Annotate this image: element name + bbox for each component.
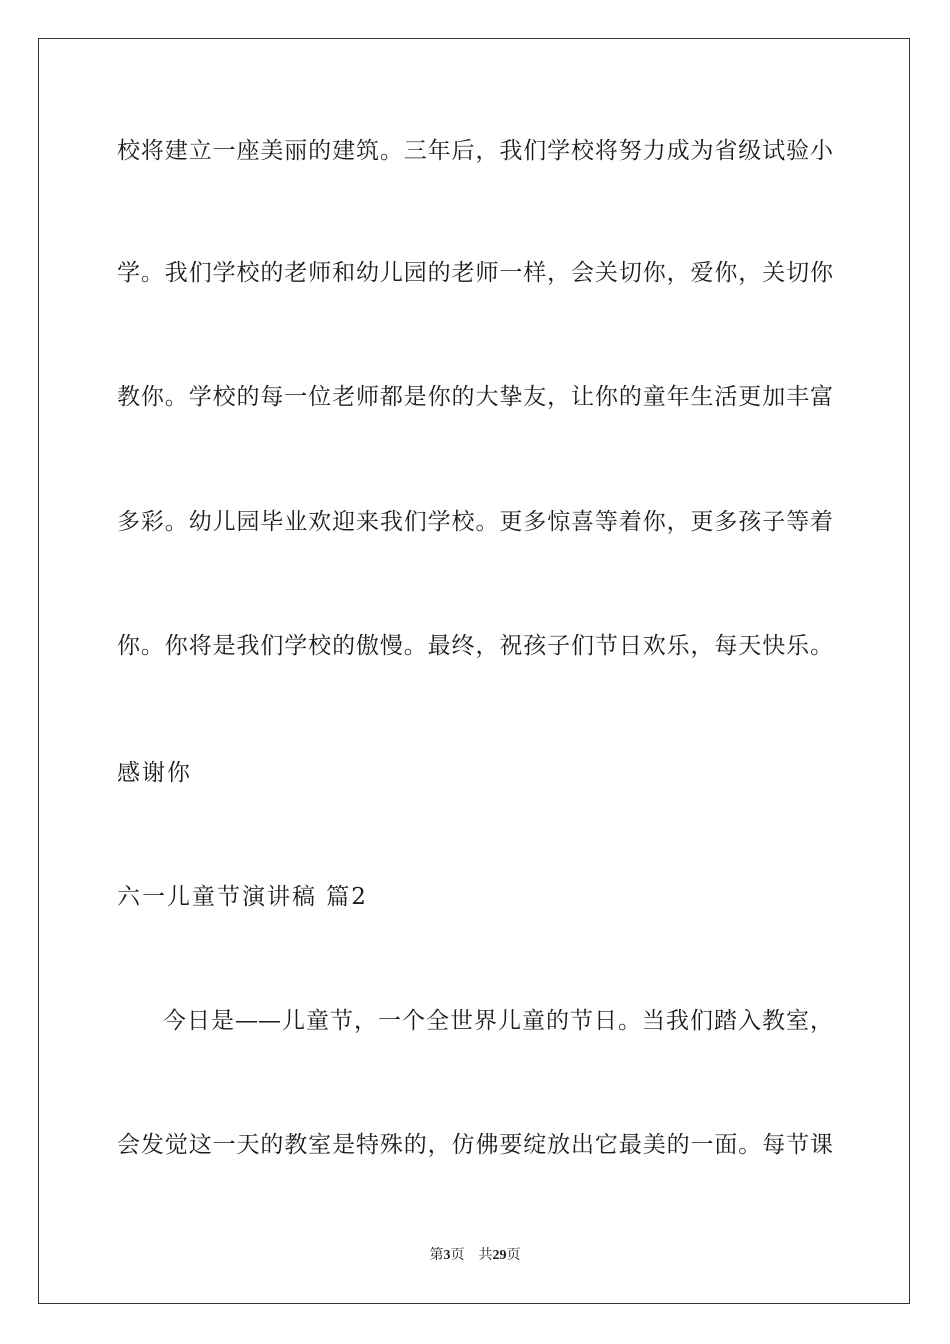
body-text-line: 会发觉这一天的教室是特殊的，仿佛要绽放出它最美的一面。每节课 <box>117 1132 833 1158</box>
body-text-line: 学。我们学校的老师和幼儿园的老师一样，会关切你，爱你，关切你 <box>117 260 833 286</box>
total-pages: 29 <box>492 1248 507 1263</box>
page-footer <box>0 1247 950 1265</box>
page-number: 3 <box>443 1248 451 1263</box>
section-heading: 六一儿童节演讲稿 篇2 <box>117 884 368 910</box>
body-text-line: 多彩。幼儿园毕业欢迎来我们学校。更多惊喜等着你，更多孩子等着 <box>117 509 833 535</box>
closing-text: 感谢你 <box>117 760 192 786</box>
body-text-line: 教你。学校的每一位老师都是你的大挚友，让你的童年生活更加丰富 <box>117 384 833 410</box>
body-text-line: 你。你将是我们学校的傲慢。最终，祝孩子们节日欢乐，每天快乐。 <box>117 633 833 659</box>
page-prefix: 第 <box>429 1248 444 1263</box>
page-suffix: 页 <box>450 1248 465 1263</box>
total-suffix: 页 <box>506 1248 521 1263</box>
page-border <box>38 38 910 1304</box>
total-prefix: 共 <box>478 1248 493 1263</box>
body-text-line: 校将建立一座美丽的建筑。三年后，我们学校将努力成为省级试验小 <box>117 138 833 164</box>
body-text-line: 今日是——儿童节，一个全世界儿童的节日。当我们踏入教室， <box>163 1008 833 1034</box>
